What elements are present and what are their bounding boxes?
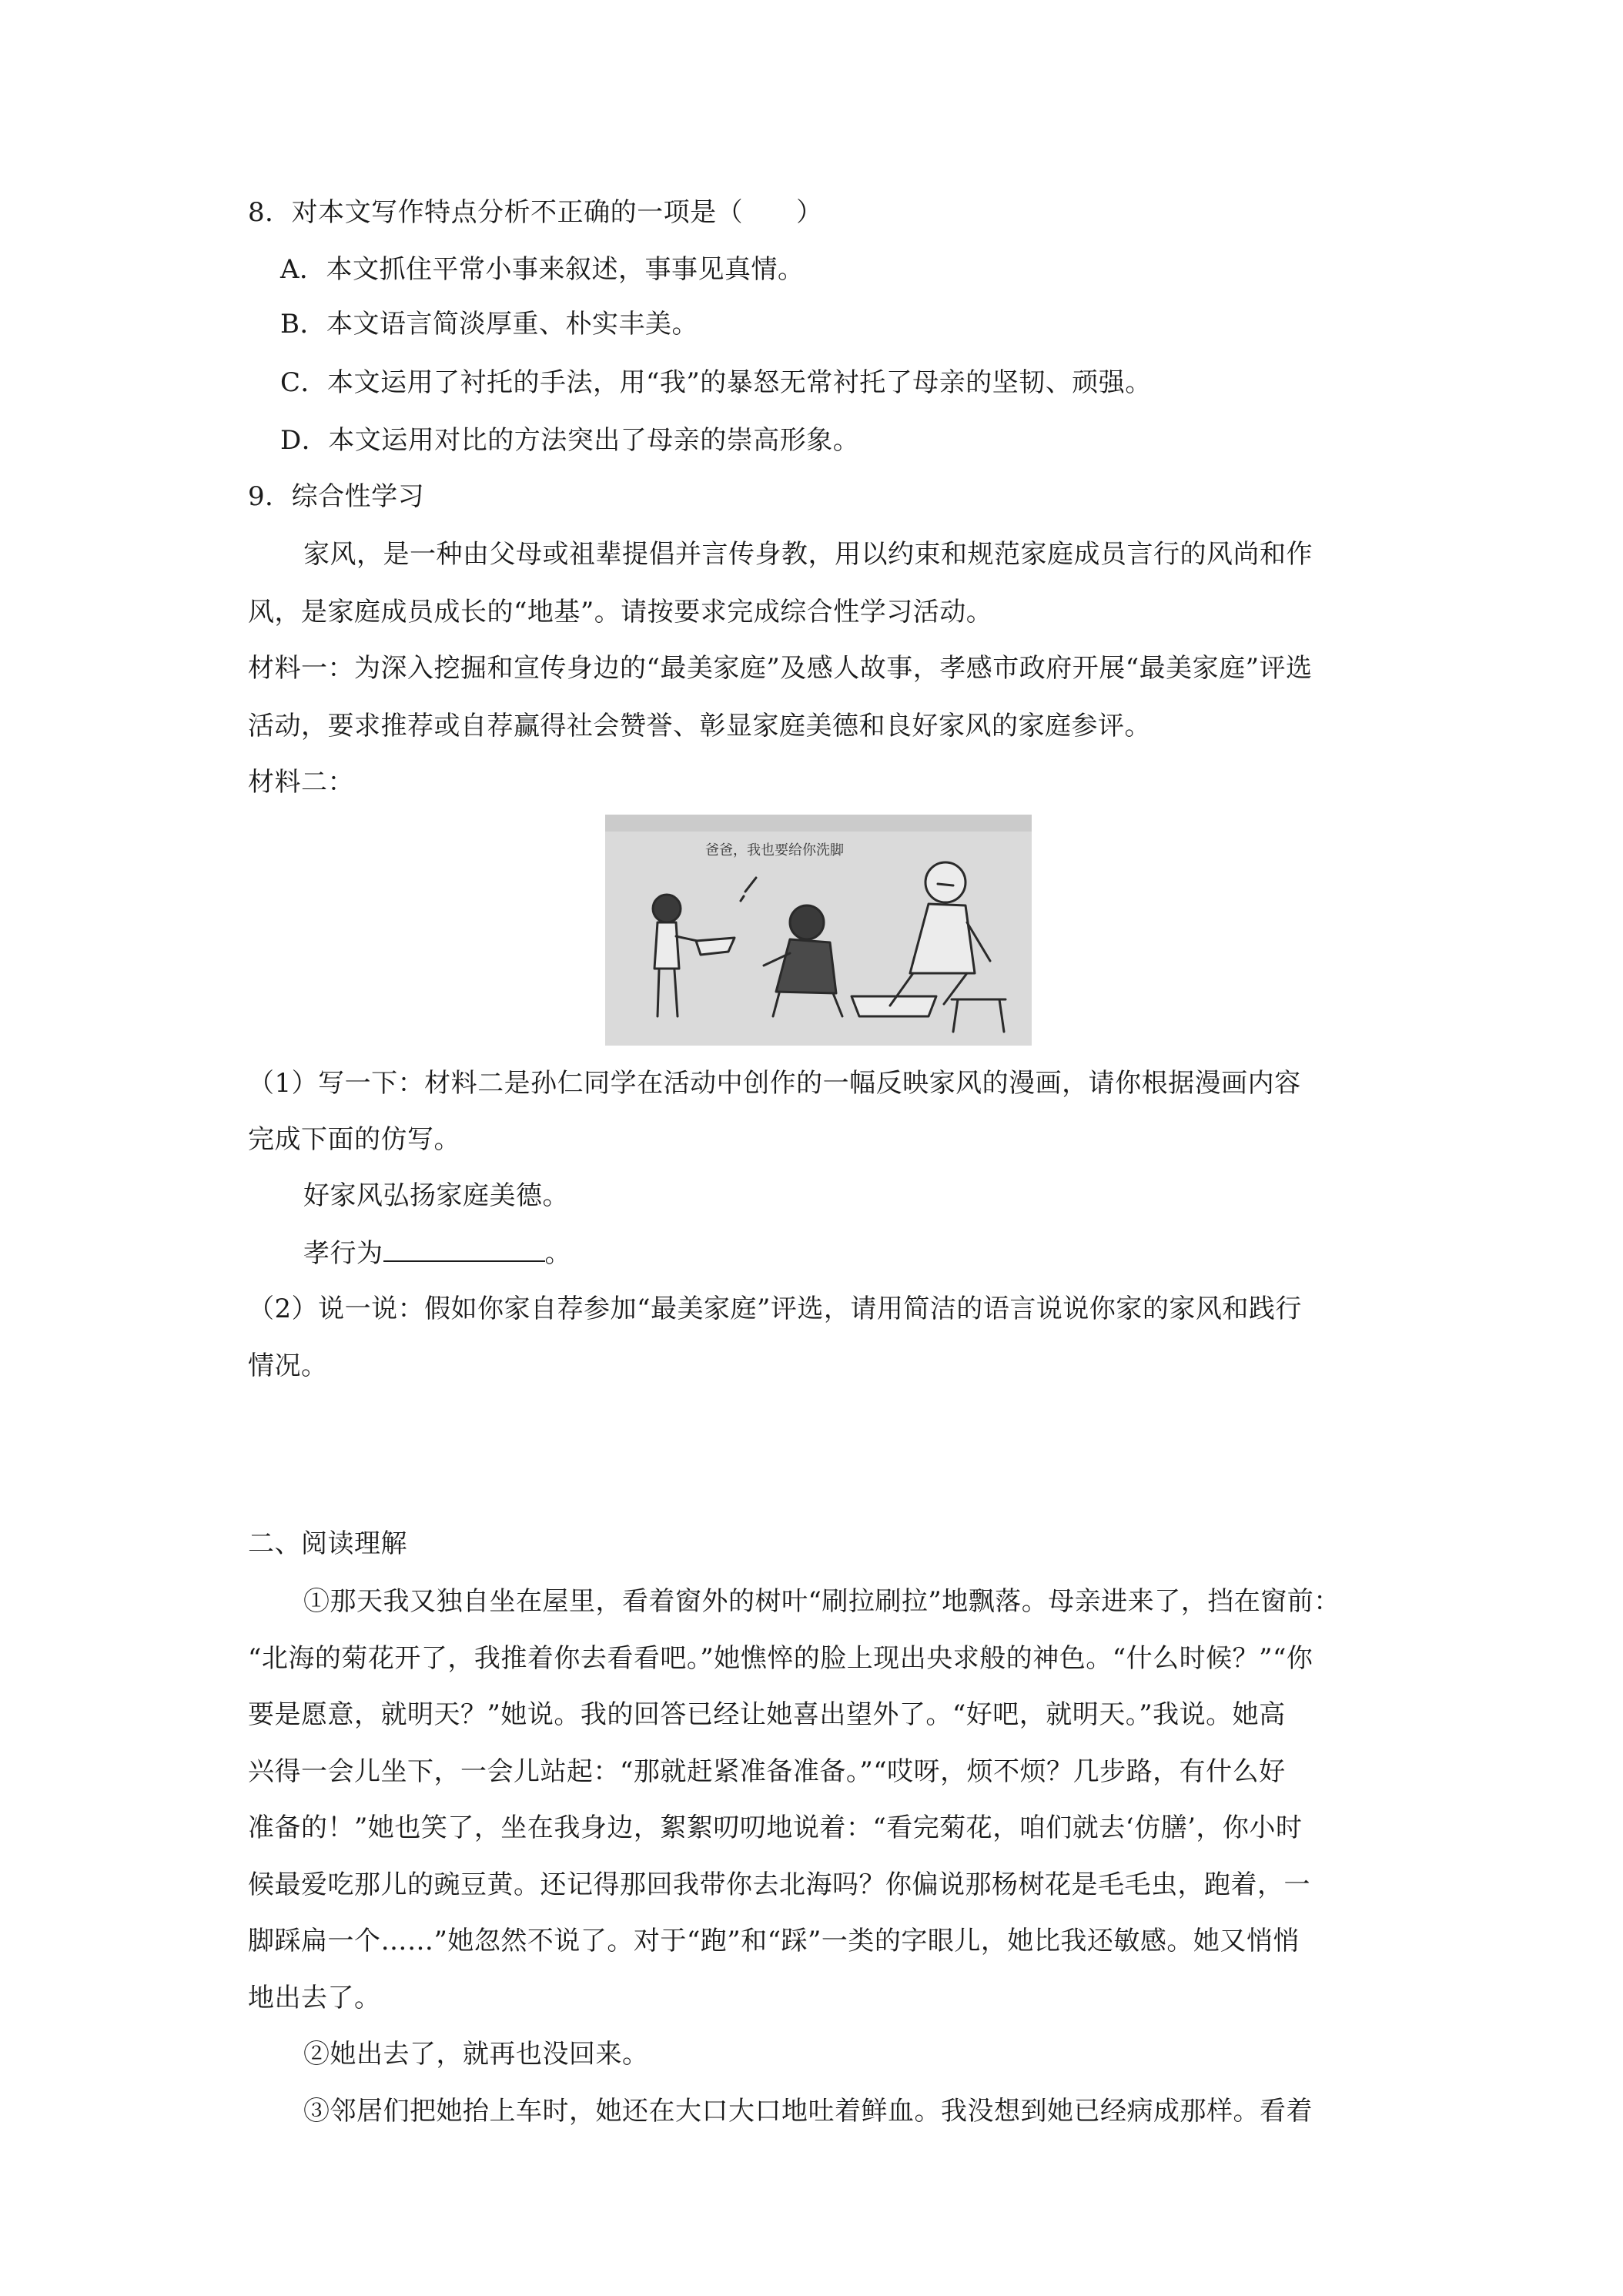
fill-in-line bbox=[303, 1237, 571, 1269]
para1-line-3: 要是愿意，就明天？”她说。我的回答已经让她喜出望外了。“好吧，就明天。”我说。她高 bbox=[248, 1699, 1286, 1730]
para1-line-2: “北海的菊花开了，我推着你去看看吧。”她憔悴的脸上现出央求般的神色。“什么时候？”“你 bbox=[248, 1643, 1313, 1674]
example-sentence: 好家风弘扬家庭美德。 bbox=[303, 1180, 569, 1211]
q9-part2-line-1: （2）说一说：假如你家自荐参加“最美家庭”评选，请用简洁的语言说说你家的家风和践行 bbox=[248, 1294, 1302, 1324]
para1-line-5: 准备的！”她也笑了，坐在我身边，絮絮叨叨地说着：“看完菊花，咱们就去‘仿膳’，你小时 bbox=[248, 1812, 1303, 1843]
cartoon-caption: 爸爸，我也要给你洗脚 bbox=[705, 842, 844, 858]
para1-line-8: 地出去了。 bbox=[248, 1983, 381, 2013]
q9-intro-line-1: 家风，是一种由父母或祖辈提倡并言传身教，用以约束和规范家庭成员言行的风尚和作 bbox=[303, 539, 1313, 570]
family-cartoon-image bbox=[605, 815, 1032, 1046]
para1-line-1: ①那天我又独自坐在屋里，看着窗外的树叶“刷拉刷拉”地飘落。母亲进来了，挡在窗前： bbox=[303, 1586, 1340, 1617]
q9-title: 9．综合性学习 bbox=[248, 481, 425, 512]
para1-line-7: 脚踩扁一个……”她忽然不说了。对于“跑”和“踩”一类的字眼儿，她比我还敏感。她又悄悄 bbox=[248, 1926, 1300, 1956]
section2-title: 二、阅读理解 bbox=[248, 1528, 407, 1559]
fill-prefix: 孝行为 bbox=[303, 1238, 383, 1269]
fill-suffix: 。 bbox=[544, 1238, 571, 1269]
para1-line-6: 候最爱吃那儿的豌豆黄。还记得那回我带你去北海吗？你偏说那杨树花是毛毛虫，跑着，一 bbox=[248, 1869, 1310, 1900]
q8-option-d: D．本文运用对比的方法突出了母亲的崇高形象。 bbox=[280, 425, 860, 456]
q8-option-b: B．本文语言简淡厚重、朴实丰美。 bbox=[280, 309, 698, 340]
q9-part2-line-2: 情况。 bbox=[248, 1350, 328, 1381]
para2: ②她出去了，就再也没回来。 bbox=[303, 2039, 649, 2070]
q9-intro-line-2: 风，是家庭成员成长的“地基”。请按要求完成综合性学习活动。 bbox=[248, 597, 993, 628]
q8-option-c: C．本文运用了衬托的手法，用“我”的暴怒无常衬托了母亲的坚韧、顽强。 bbox=[280, 367, 1152, 398]
q9-part1-line-2: 完成下面的仿写。 bbox=[248, 1124, 460, 1155]
material1-line-1: 材料一：为深入挖掘和宣传身边的“最美家庭”及感人故事，孝感市政府开展“最美家庭”评选 bbox=[248, 653, 1313, 684]
para1-line-4: 兴得一会儿坐下，一会儿站起：“那就赶紧准备准备。”“哎呀，烦不烦？几步路，有什么好 bbox=[248, 1756, 1286, 1787]
para3-line-1: ③邻居们把她抬上车时，她还在大口大口地吐着鲜血。我没想到她已经病成那样。看着 bbox=[303, 2096, 1313, 2127]
q9-part1-line-1: （1）写一下：材料二是孙仁同学在活动中创作的一幅反映家风的漫画，请你根据漫画内容 bbox=[248, 1068, 1301, 1099]
cartoon-drawing bbox=[605, 815, 1032, 1046]
material1-line-2: 活动，要求推荐或自荐赢得社会赞誉、彰显家庭美德和良好家风的家庭参评。 bbox=[248, 711, 1151, 741]
answer-blank[interactable] bbox=[383, 1237, 545, 1262]
q8-option-a: A．本文抓住平常小事来叙述，事事见真情。 bbox=[280, 254, 805, 285]
material2-label: 材料二： bbox=[248, 767, 354, 798]
q8-stem: 8．对本文写作特点分析不正确的一项是（ ） bbox=[248, 197, 823, 228]
